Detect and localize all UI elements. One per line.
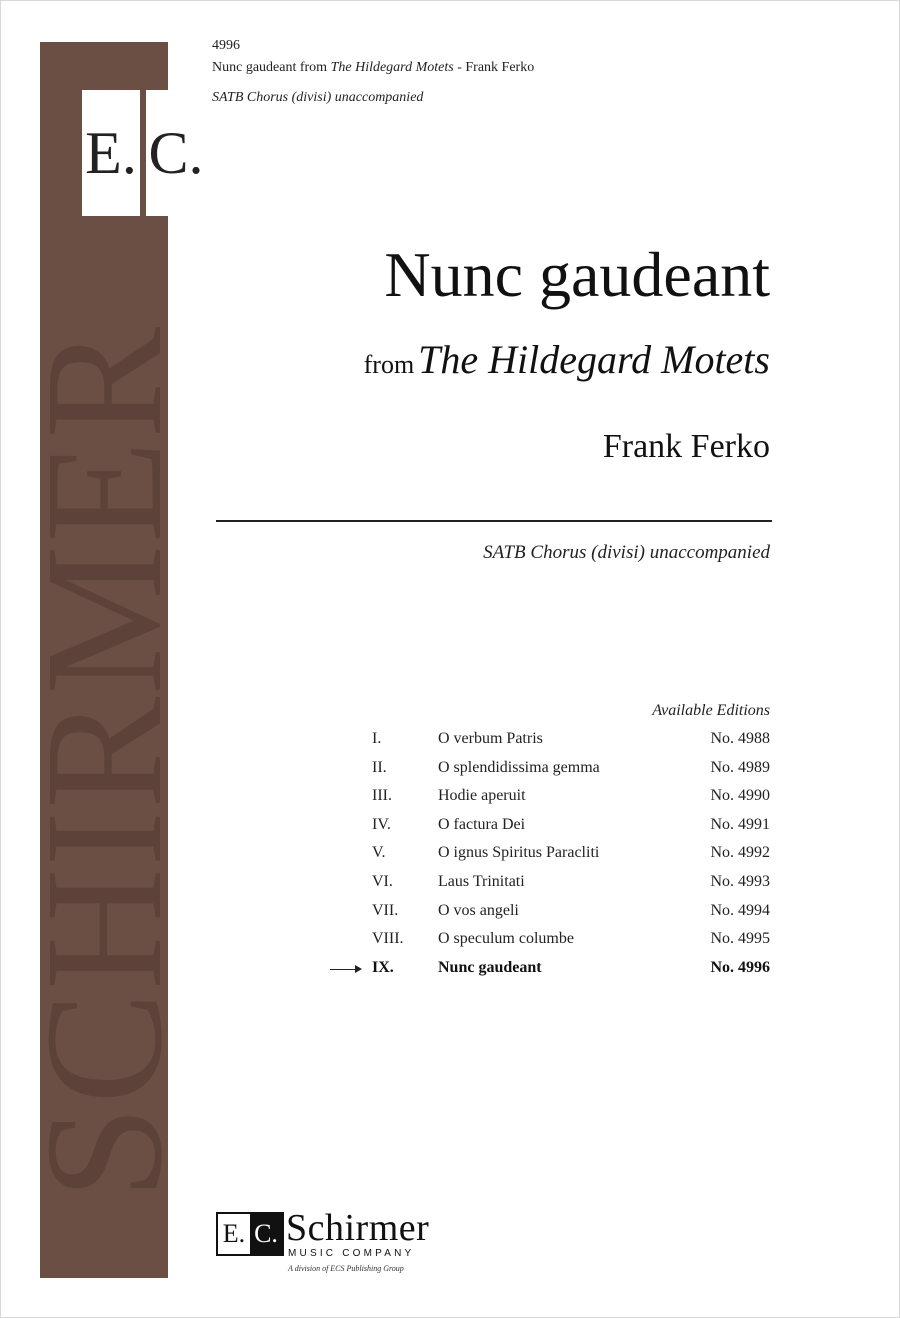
edition-name: Hodie aperuit (438, 787, 526, 805)
edition-row (0, 816, 900, 840)
editions-heading: Available Editions (652, 702, 770, 719)
edition-number: No. 4995 (710, 930, 770, 948)
brand-spine (11, 42, 204, 1278)
edition-row (0, 873, 900, 897)
logo-division: A division of ECS Publishing Group (288, 1264, 404, 1273)
logo-c: C. (250, 1214, 282, 1254)
edition-number: No. 4988 (710, 730, 770, 747)
logo-ec-mark (216, 1212, 284, 1256)
edition-row (0, 902, 900, 926)
edition-roman: III. (372, 787, 392, 805)
subtitle-work: The Hildegard Motets (418, 337, 770, 382)
edition-row (0, 930, 900, 954)
edition-roman: VIII. (372, 930, 404, 948)
ec-logo-e: E. (82, 90, 140, 216)
edition-roman: IX. (372, 958, 394, 976)
composer-name: Frank Ferko (602, 428, 770, 465)
header-title-line (212, 60, 534, 76)
catalog-number: 4996 (212, 38, 240, 53)
edition-name: O factura Dei (438, 815, 526, 833)
edition-roman: I. (372, 730, 382, 747)
header-title-work: The Hildegard Motets (330, 60, 454, 75)
edition-roman: II. (372, 758, 387, 776)
logo-company: MUSIC COMPANY (288, 1248, 415, 1259)
edition-row (0, 730, 900, 754)
edition-name: Nunc gaudeant (438, 958, 542, 976)
publisher-logo (216, 1207, 476, 1282)
divider-rule (216, 520, 772, 522)
edition-number: No. 4993 (710, 873, 770, 890)
edition-number: No. 4996 (710, 958, 770, 976)
edition-name: O speculum columbe (438, 930, 574, 948)
edition-name: O verbum Patris (438, 730, 543, 747)
edition-number: No. 4994 (710, 901, 770, 919)
current-arrow-icon (330, 969, 360, 970)
edition-roman: VII. (372, 901, 399, 919)
logo-e: E. (218, 1214, 250, 1254)
voicing-text: SATB Chorus (divisi) unaccompanied (483, 542, 770, 563)
edition-number: No. 4989 (710, 758, 770, 776)
edition-row (0, 787, 900, 811)
edition-row (0, 759, 900, 783)
edition-roman: IV. (372, 815, 391, 833)
edition-name: O ignus Spiritus Paracliti (438, 844, 600, 862)
header-title-prefix: Nunc gaudeant from (212, 60, 331, 75)
edition-number: No. 4992 (710, 844, 770, 862)
header-voicing: SATB Chorus (divisi) unaccompanied (212, 90, 424, 105)
edition-row-current (0, 959, 900, 983)
subtitle-from: from (363, 350, 415, 379)
spine-brand-word: SCHIRMER (11, 324, 197, 1200)
header-title-suffix: - Frank Ferko (453, 60, 535, 75)
edition-name: Laus Trinitati (438, 873, 525, 890)
edition-roman: VI. (372, 873, 393, 890)
logo-name: Schirmer (286, 1207, 430, 1249)
subtitle (364, 336, 770, 383)
edition-row (0, 844, 900, 868)
edition-roman: V. (372, 844, 386, 862)
edition-name: O splendidissima gemma (438, 758, 600, 776)
edition-number: No. 4991 (710, 815, 770, 833)
edition-number: No. 4990 (710, 787, 770, 805)
edition-name: O vos angeli (438, 901, 519, 919)
ec-logo-c: C. (146, 90, 206, 216)
page-title: Nunc gaudeant (384, 239, 770, 310)
